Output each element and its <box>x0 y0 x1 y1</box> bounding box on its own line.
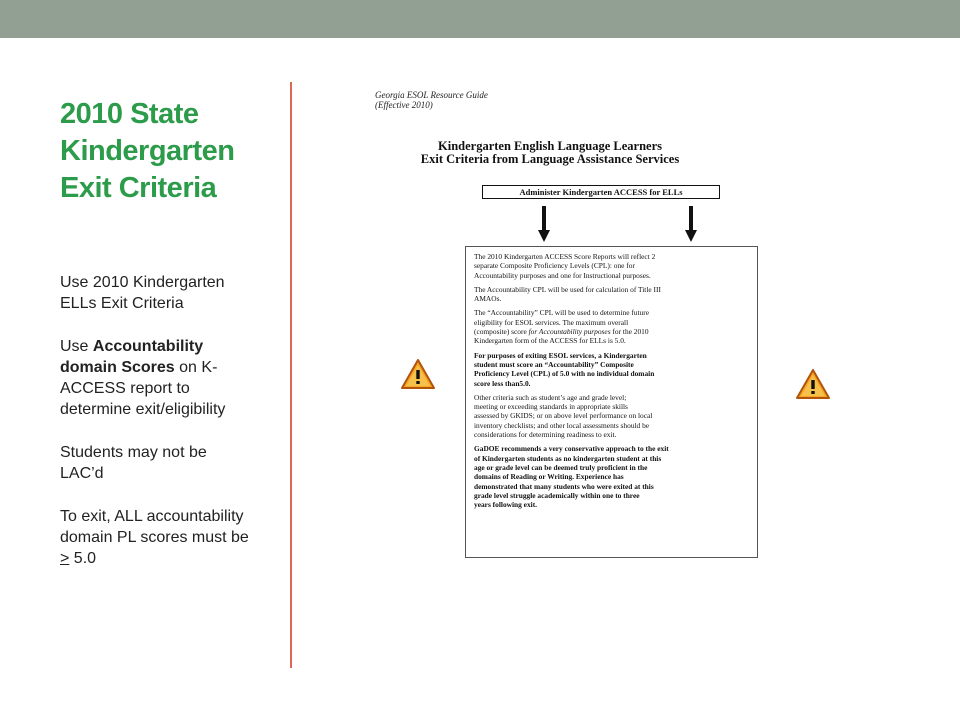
title-line-3: Exit Criteria <box>60 172 217 204</box>
paragraph: The 2010 Kindergarten ACCESS Score Reports will reflect 2 separate Composite Proficiency Levels (CPL): one for Accountability purposes and one for Instructional purposes. <box>474 252 656 280</box>
bullet-to-exit: To exit, ALL accountability domain PL scores must be > 5.0 <box>60 508 249 567</box>
paragraph: For purposes of exiting ESOL services, a Kindergarten student must score an “Accountability” Composite Proficiency Level (CPL) of 5.0 with no individual domain score less than5.0. <box>474 350 655 388</box>
bullet-list <box>60 272 285 591</box>
slide-title <box>60 96 280 207</box>
vertical-divider <box>290 82 292 668</box>
arrow-down-icon <box>685 206 697 242</box>
administer-step-box: Administer Kindergarten ACCESS for ELLs <box>482 185 720 199</box>
paragraph: GaDOE recommends a very conservative approach to the exit of Kindergarten students as no kindergarten student at this age or grade level can be deemed truly proficient in the domains of Reading or Writing. Experience has demonstrated that many students who were exited at this grade level struggle academically within one to three years following exit. <box>474 444 669 510</box>
criteria-text-box <box>465 246 758 558</box>
arrow-down-icon <box>538 206 550 242</box>
warning-icon <box>400 358 436 390</box>
title-line-1: 2010 State <box>60 98 199 130</box>
paragraph: Other criteria such as student’s age and grade level; meeting or exceeding standards in appropriate skills assessed by GKIDS; or on above level performance on local inventory checklists; and other local assessments should be considerations for determining readiness to exit. <box>474 392 653 440</box>
document-header: Georgia ESOL Resource Guide (Effective 2010) <box>375 90 488 110</box>
bullet-lac: Students may not be LAC’d <box>60 444 207 482</box>
top-bar <box>0 0 960 38</box>
paragraph: The “Accountability” CPL will be used to determine future eligibility for ESOL services. The maximum overall (composite) score for Accountability purposes for the 2010 Kindergarten form of the ACCESS for ELLs is 5.0. <box>474 308 649 346</box>
title-line-2: Kindergarten <box>60 135 235 167</box>
document-title: Kindergarten English Language Learners Exit Criteria from Language Assistance Services <box>420 139 680 166</box>
bullet-accountability: Use Accountability domain Scores on K- ACCESS report to determine exit/eligibility <box>60 338 226 418</box>
bullet-exit-criteria: Use 2010 Kindergarten ELLs Exit Criteria <box>60 274 225 312</box>
warning-icon <box>795 368 831 400</box>
paragraph: The Accountability CPL will be used for calculation of Title III AMAOs. <box>474 284 661 304</box>
